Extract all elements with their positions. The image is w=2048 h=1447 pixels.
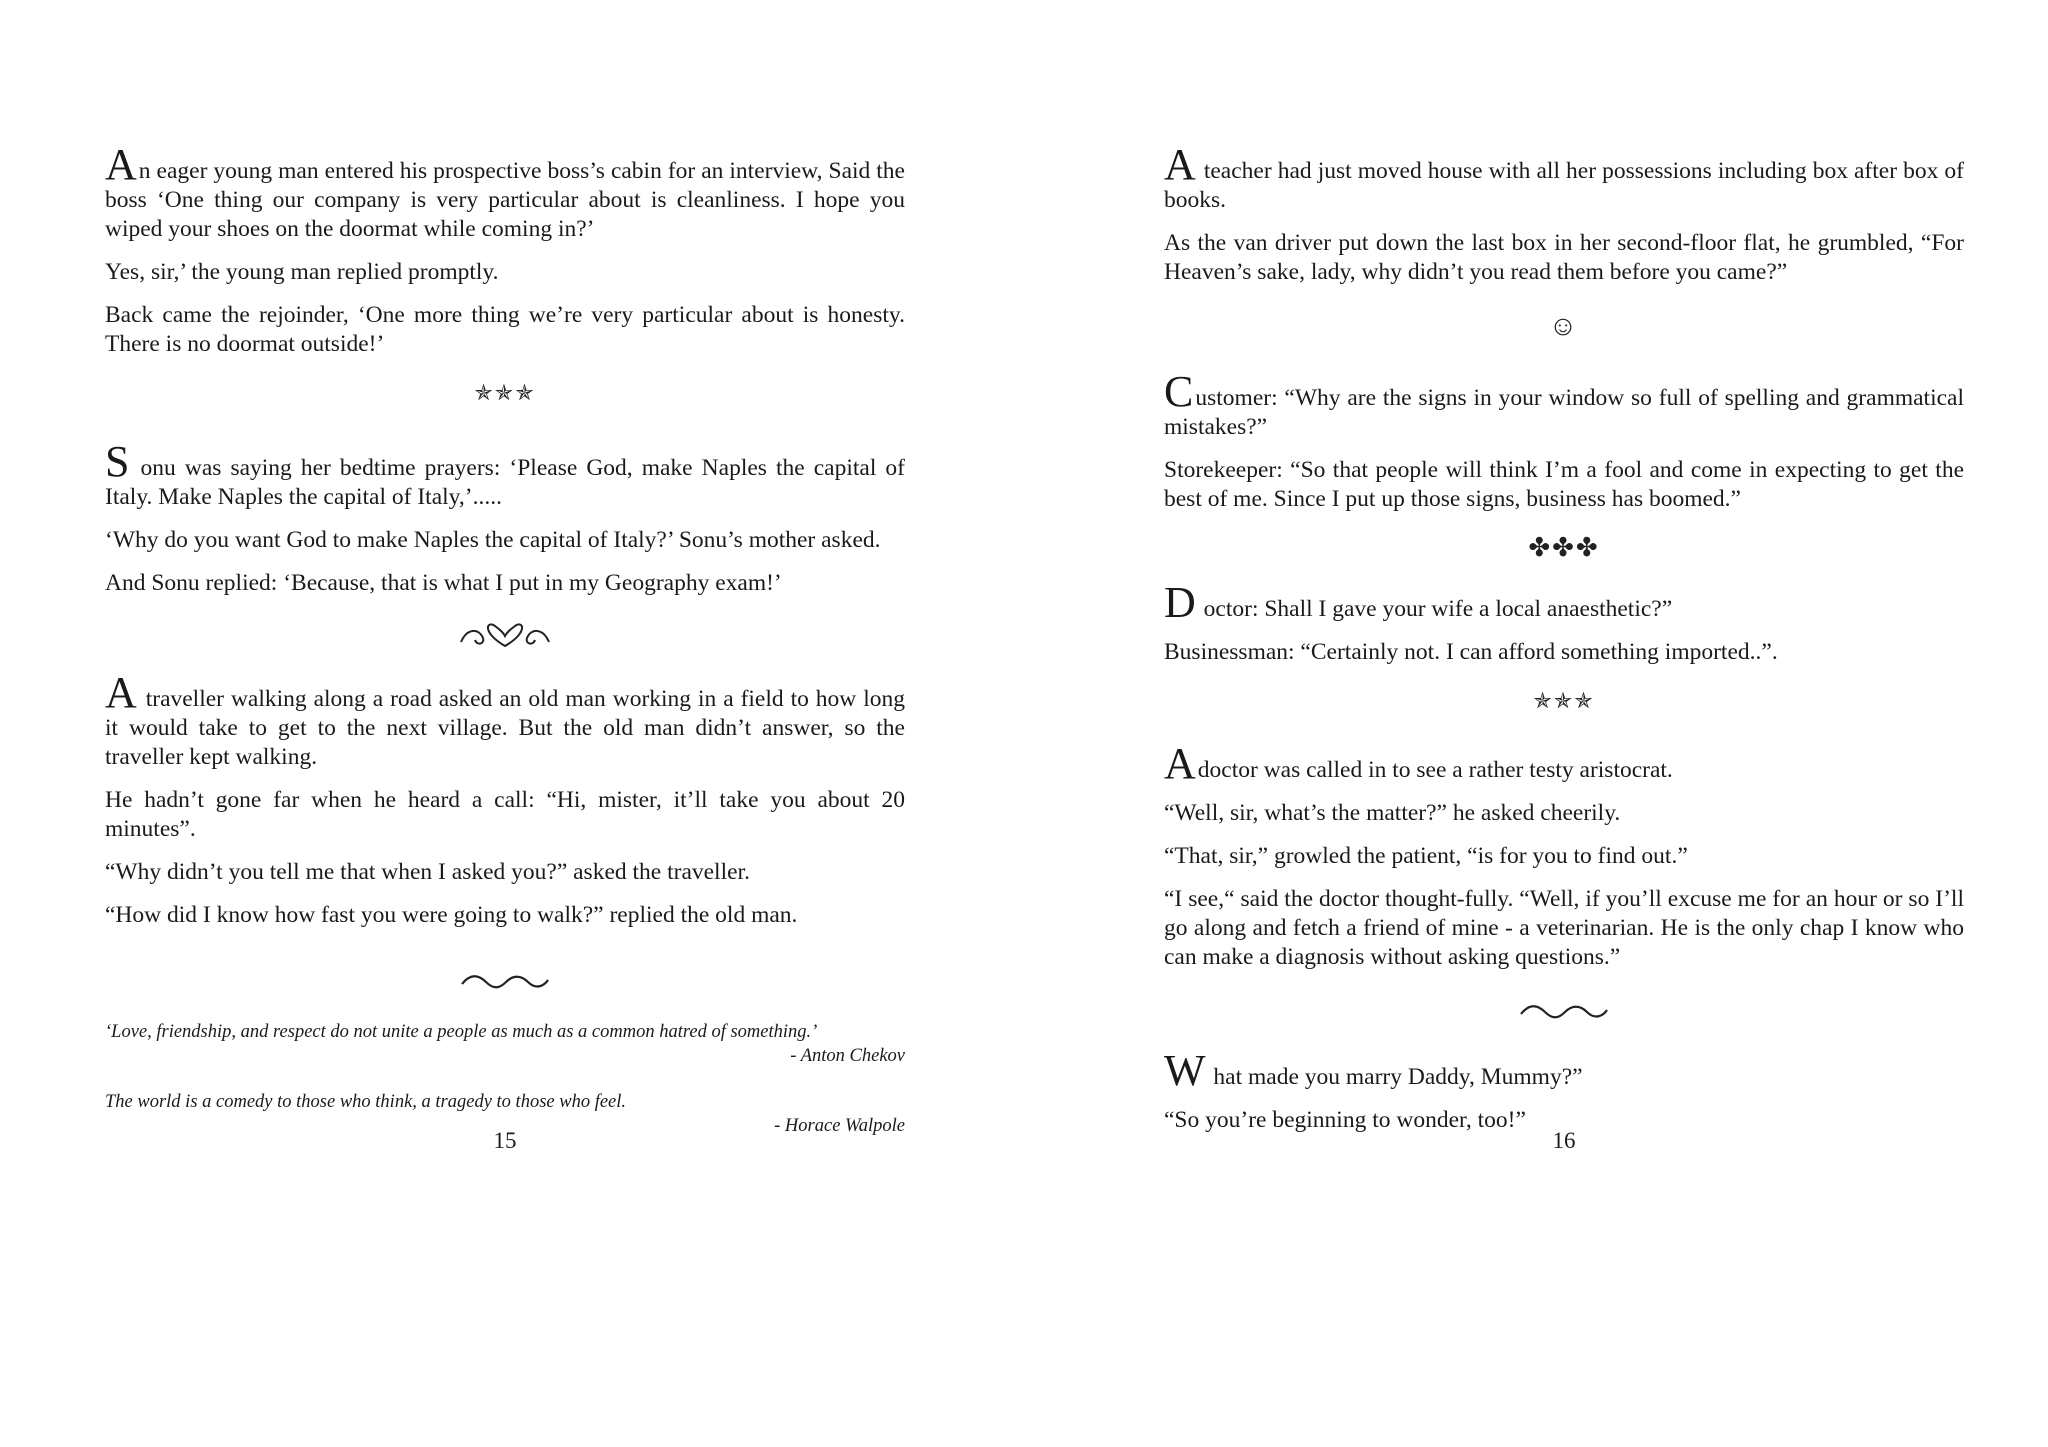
joke-paragraph: “Well, sir, what’s the matter?” he asked cheerily. bbox=[1164, 800, 1621, 826]
star-ornament: ✯✯✯ bbox=[474, 380, 536, 405]
joke-block bbox=[1164, 739, 1964, 972]
paragraph-text: ustomer: “Why are the signs in your window so full of spelling and grammatical mistakes?” bbox=[1164, 385, 1964, 440]
joke-paragraph bbox=[1164, 739, 1964, 788]
joke-paragraph: ‘Why do you want God to make Naples the capital of Italy?’ Sonu’s mother asked. bbox=[105, 527, 881, 553]
flourish-heart-icon bbox=[105, 612, 905, 652]
joke-paragraph: And Sonu replied: ‘Because, that is what I put in my Geography exam!’ bbox=[105, 570, 782, 596]
joke-paragraph: Storekeeper: “So that people will think I’m a fool and come in expecting to get the best of me. Since I put up those signs, business has boomed.” bbox=[1164, 457, 1964, 512]
quote-text: The world is a comedy to those who think, a tragedy to those who feel. bbox=[105, 1092, 627, 1112]
paragraph-text: n eager young man entered his prospective boss’s cabin for an interview, Said the boss ‘One thing our company is very particular about is cleanliness. I hope you wiped your shoes on the doormat while coming in?’ bbox=[105, 158, 905, 242]
joke-block bbox=[1164, 367, 1964, 514]
joke-paragraph: “I see,“ said the doctor thought-fully. “Well, if you’ll excuse me for an hour or so I’ll go along and fetch a friend of mine - a veterinarian. He is the only chap I know who can make a diagnosis without asking questions.” bbox=[1164, 886, 1964, 970]
paragraph-text: hat made you marry Daddy, Mummy?” bbox=[1207, 1064, 1583, 1090]
joke-block bbox=[105, 437, 905, 598]
dropcap: C bbox=[1164, 367, 1194, 416]
quote-author: - Anton Chekov bbox=[790, 1046, 905, 1066]
quote bbox=[105, 1020, 905, 1068]
dropcap: A bbox=[1164, 739, 1196, 788]
dropcap: S bbox=[105, 437, 130, 486]
paragraph-text: octor: Shall I gave your wife a local anaesthetic?” bbox=[1197, 596, 1673, 622]
dropcap: A bbox=[105, 140, 137, 189]
joke-block bbox=[1164, 1046, 1964, 1135]
joke-paragraph: “How did I know how fast you were going to walk?” replied the old man. bbox=[105, 902, 798, 928]
joke-paragraph bbox=[105, 437, 905, 512]
dropcap: D bbox=[1164, 578, 1196, 627]
page-number: 15 bbox=[493, 1128, 517, 1153]
joke-paragraph bbox=[1164, 367, 1964, 442]
quotes-section bbox=[105, 1020, 905, 1138]
quote-text: ‘Love, friendship, and respect do not unite a people as much as a common hatred of something.’ bbox=[105, 1022, 818, 1042]
dropcap: A bbox=[105, 668, 137, 717]
left-page bbox=[105, 140, 905, 1160]
joke-block bbox=[1164, 578, 1964, 667]
joke-paragraph: He hadn’t gone far when he heard a call: “Hi, mister, it’ll take you about 20 minutes”. bbox=[105, 787, 905, 842]
joke-paragraph: “So you’re beginning to wonder, too!” bbox=[1164, 1107, 1526, 1133]
joke-paragraph: “Why didn’t you tell me that when I asked you?” asked the traveller. bbox=[105, 859, 750, 885]
joke-paragraph bbox=[1164, 140, 1964, 215]
joke-paragraph: Yes, sir,’ the young man replied promptly. bbox=[105, 259, 499, 285]
smiley-icon: ☺ bbox=[1548, 311, 1580, 342]
joke-paragraph: Businessman: “Certainly not. I can afford something imported..”. bbox=[1164, 639, 1778, 665]
quote-author: - Horace Walpole bbox=[774, 1116, 905, 1136]
joke-paragraph: As the van driver put down the last box in her second-floor flat, he grumbled, “For Heaven’s sake, lady, why didn’t you read them before you came?” bbox=[1164, 230, 1964, 285]
joke-paragraph bbox=[1164, 1046, 1964, 1095]
star-ornament: ✯✯✯ bbox=[1533, 688, 1595, 713]
right-page bbox=[1164, 140, 1964, 1149]
joke-paragraph bbox=[1164, 578, 1964, 627]
paragraph-text: teacher had just moved house with all her possessions including box after box of books. bbox=[1164, 158, 1964, 213]
joke-paragraph bbox=[105, 668, 905, 772]
dropcap: W bbox=[1164, 1046, 1206, 1095]
joke-block bbox=[105, 668, 905, 930]
paragraph-text: onu was saying her bedtime prayers: ‘Please God, make Naples the capital of Italy. Make Naples the capital of Italy,’..... bbox=[105, 455, 905, 510]
joke-paragraph: Back came the rejoinder, ‘One more thing we’re very particular about is honesty. There is no doormat outside!’ bbox=[105, 302, 905, 357]
wave-divider-icon bbox=[105, 960, 905, 1000]
dropcap: A bbox=[1164, 140, 1196, 189]
clover-ornament: ✤✤✤ bbox=[1528, 533, 1600, 562]
joke-block bbox=[105, 140, 905, 359]
paragraph-text: doctor was called in to see a rather testy aristocrat. bbox=[1197, 757, 1673, 783]
joke-block bbox=[1164, 140, 1964, 287]
paragraph-text: traveller walking along a road asked an old man working in a field to how long it would take to get to the next village. But the old man didn’t answer, so the traveller kept walking. bbox=[105, 686, 905, 770]
page-number: 16 bbox=[1552, 1128, 1576, 1153]
joke-paragraph bbox=[105, 140, 905, 244]
wave-divider-icon bbox=[1164, 990, 1964, 1030]
joke-paragraph: “That, sir,” growled the patient, “is for you to find out.” bbox=[1164, 843, 1688, 869]
